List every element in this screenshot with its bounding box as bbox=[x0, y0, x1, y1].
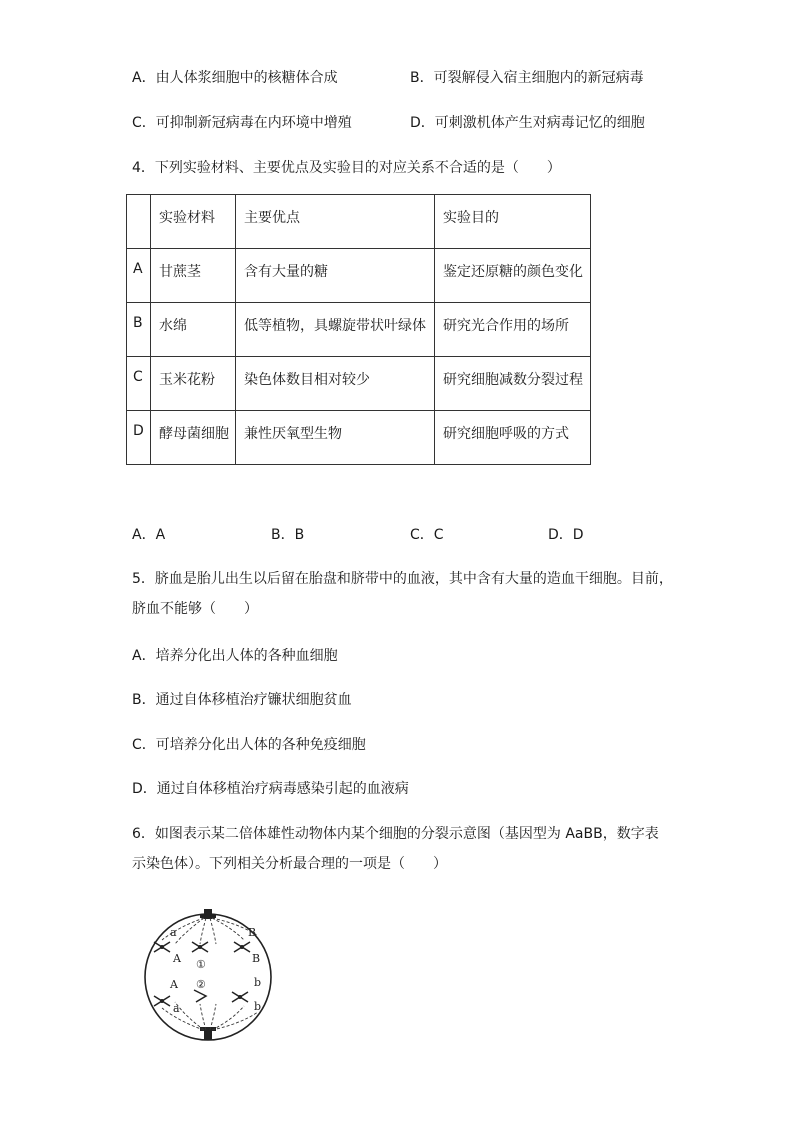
table-row bbox=[127, 249, 591, 303]
table-cell: 兼性厌氧型生物 bbox=[236, 411, 435, 465]
table-header-row bbox=[127, 195, 591, 249]
q4-option-b: B．B bbox=[271, 527, 305, 543]
table-row bbox=[127, 303, 591, 357]
gene-label: b bbox=[254, 1000, 262, 1013]
q5-stem-line2: 脐血不能够（ ） bbox=[132, 601, 258, 617]
gene-label: B bbox=[252, 952, 261, 965]
table-header-cell: 实验材料 bbox=[151, 195, 236, 249]
q3-option-c: C．可抑制新冠病毒在内环境中增殖 bbox=[132, 115, 352, 131]
table-cell: 低等植物，具螺旋带状叶绿体 bbox=[236, 303, 435, 357]
table-cell: A bbox=[127, 249, 151, 303]
q5-option-b: B．通过自体移植治疗镰状细胞贫血 bbox=[132, 692, 352, 708]
table-row bbox=[127, 411, 591, 465]
chromosomes bbox=[154, 942, 250, 1006]
table-cell: 研究细胞减数分裂过程 bbox=[435, 357, 591, 411]
cell-division-figure bbox=[140, 906, 276, 1041]
gene-label: B bbox=[248, 926, 257, 939]
gene-label: a bbox=[173, 1002, 180, 1015]
chromosome-number-label: ② bbox=[196, 978, 206, 991]
table-row bbox=[127, 357, 591, 411]
q3-option-b: B．可裂解侵入宿主细胞内的新冠病毒 bbox=[410, 70, 644, 86]
chromosome-number-label: ① bbox=[196, 958, 206, 971]
top-centriole bbox=[200, 909, 216, 919]
table-cell: 鉴定还原糖的颜色变化 bbox=[435, 249, 591, 303]
q4-option-c: C．C bbox=[410, 527, 444, 543]
q3-option-d: D．可刺激机体产生对病毒记忆的细胞 bbox=[410, 115, 645, 131]
table-header-cell bbox=[127, 195, 151, 249]
q5-option-d: D．通过自体移植治疗病毒感染引起的血液病 bbox=[132, 781, 409, 797]
q6-stem-line1: 6．如图表示某二倍体雄性动物体内某个细胞的分裂示意图（基因型为 AaBB，数字表 bbox=[132, 826, 659, 842]
table-cell: 染色体数目相对较少 bbox=[236, 357, 435, 411]
gene-label: b bbox=[254, 976, 262, 989]
table-cell: 玉米花粉 bbox=[151, 357, 236, 411]
table-header-cell: 主要优点 bbox=[236, 195, 435, 249]
gene-label: A bbox=[173, 952, 181, 965]
q3-option-a: A．由人体浆细胞中的核糖体合成 bbox=[132, 70, 338, 86]
q6-stem-line2: 示染色体）。下列相关分析最合理的一项是（ ） bbox=[132, 856, 447, 872]
table-cell: B bbox=[127, 303, 151, 357]
q5-option-c: C．可培养分化出人体的各种免疫细胞 bbox=[132, 737, 366, 753]
q4-stem: 4．下列实验材料、主要优点及实验目的对应关系不合适的是（ ） bbox=[132, 160, 561, 176]
table-cell: 含有大量的糖 bbox=[236, 249, 435, 303]
q4-option-d: D．D bbox=[548, 527, 584, 543]
table-cell: 水绵 bbox=[151, 303, 236, 357]
table-cell: 研究光合作用的场所 bbox=[435, 303, 591, 357]
table-cell: 研究细胞呼吸的方式 bbox=[435, 411, 591, 465]
table-cell: D bbox=[127, 411, 151, 465]
q5-option-a: A．培养分化出人体的各种血细胞 bbox=[132, 648, 338, 664]
gene-label: a bbox=[170, 926, 177, 939]
gene-label: A bbox=[170, 978, 178, 991]
table-cell: 酵母菌细胞 bbox=[151, 411, 236, 465]
q4-option-a: A．A bbox=[132, 527, 166, 543]
table-cell: C bbox=[127, 357, 151, 411]
q4-table bbox=[126, 194, 591, 465]
q5-stem-line1: 5．脐血是胎儿出生以后留在胎盘和脐带中的血液，其中含有大量的造血干细胞。目前， bbox=[132, 571, 673, 587]
table-header-cell: 实验目的 bbox=[435, 195, 591, 249]
table-cell: 甘蔗茎 bbox=[151, 249, 236, 303]
